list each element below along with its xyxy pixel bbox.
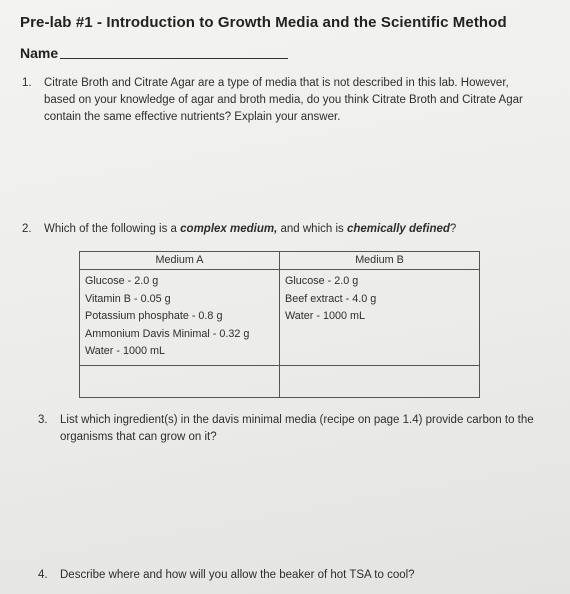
ingredient: Water - 1000 mL <box>85 345 166 357</box>
question-number: 1. <box>22 77 32 89</box>
medium-b-ingredients <box>280 270 480 366</box>
ingredient: Potassium phosphate - 0.8 g <box>85 310 223 322</box>
page-title: Pre-lab #1 - Introduction to Growth Media and the Scientific Method <box>20 14 507 31</box>
question-text-part: Which of the following is a <box>44 223 181 235</box>
name-field-row <box>20 45 288 61</box>
ingredient: Glucose - 2.0 g <box>85 275 159 287</box>
complex-medium-emphasis: complex medium, <box>180 223 278 235</box>
medium-b-header: Medium B <box>280 252 480 270</box>
name-label: Name <box>20 45 59 61</box>
question-text <box>44 221 542 238</box>
question-text: Citrate Broth and Citrate Agar are a type of media that is not described in this lab. However, based on your knowledge of agar and broth media, do you think Citrate Broth and Citrate Agar contain the same effective nutrients? Explain your answer. <box>44 77 523 123</box>
question-text: Describe where and how will you allow the beaker of hot TSA to cool? <box>60 569 415 581</box>
question-text-part: and which is <box>277 223 347 235</box>
ingredient: Water - 1000 mL <box>285 310 366 322</box>
ingredient: Glucose - 2.0 g <box>285 275 359 287</box>
media-comparison-table <box>79 251 480 398</box>
ingredient: Ammonium Davis Minimal - 0.32 g <box>85 327 250 340</box>
ingredient: Beef extract - 4.0 g <box>285 292 377 305</box>
medium-a-header: Medium A <box>80 252 280 270</box>
chemically-defined-emphasis: chemically defined <box>346 223 450 235</box>
question-text-part: ? <box>449 223 457 235</box>
medium-a-answer-cell[interactable] <box>80 366 280 398</box>
question-4 <box>38 567 548 584</box>
question-1 <box>22 75 542 126</box>
name-blank-line[interactable] <box>60 57 288 59</box>
question-3 <box>38 412 548 446</box>
question-number: 2. <box>22 223 32 235</box>
ingredient: Vitamin B - 0.05 g <box>85 292 171 305</box>
question-text: List which ingredient(s) in the davis minimal media (recipe on page 1.4) provide carbon to the organisms that can grow on it? <box>60 414 534 443</box>
medium-b-answer-cell[interactable] <box>280 366 480 398</box>
medium-a-ingredients <box>80 270 280 366</box>
question-2 <box>22 221 542 238</box>
question-number: 3. <box>38 414 48 426</box>
question-number: 4. <box>38 569 48 581</box>
